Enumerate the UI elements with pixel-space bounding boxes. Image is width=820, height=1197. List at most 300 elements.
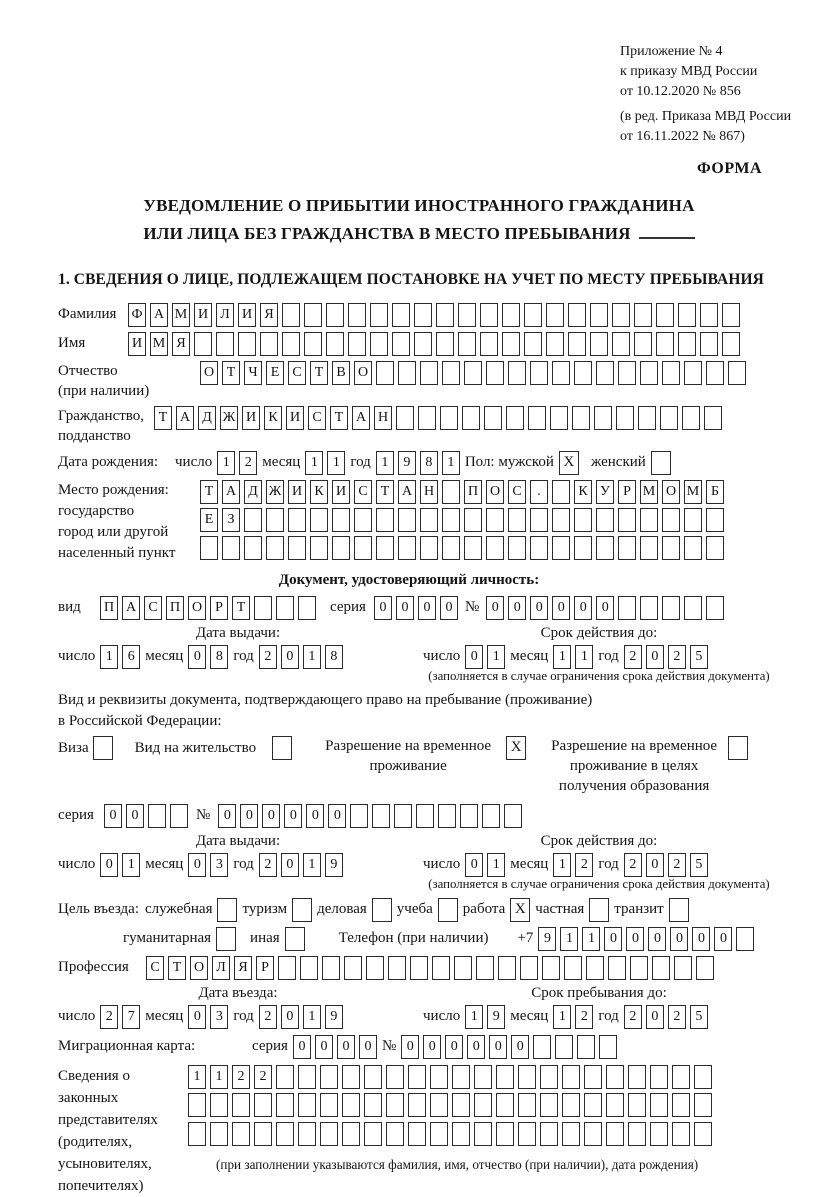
char-cell[interactable] [414,332,432,356]
char-cell[interactable]: Я [172,332,190,356]
char-cell[interactable]: Т [168,956,186,980]
char-cell[interactable] [612,332,630,356]
char-cell[interactable] [416,804,434,828]
char-cell[interactable] [474,1065,492,1089]
char-cell[interactable] [606,1093,624,1117]
char-cell[interactable] [482,804,500,828]
char-cell[interactable] [442,536,460,560]
char-cell[interactable]: 0 [218,804,236,828]
char-cell[interactable]: 8 [325,645,343,669]
char-cell[interactable]: 0 [418,596,436,620]
char-cell[interactable] [546,332,564,356]
char-cell[interactable]: 0 [440,596,458,620]
char-cell[interactable] [244,508,262,532]
char-cell[interactable]: 0 [262,804,280,828]
char-cell[interactable] [550,406,568,430]
char-cell[interactable] [170,804,188,828]
char-cell[interactable]: 0 [552,596,570,620]
char-cell[interactable]: А [122,596,140,620]
char-cell[interactable]: И [238,303,256,327]
char-cell[interactable]: 5 [690,645,708,669]
char-cell[interactable]: М [684,480,702,504]
char-cell[interactable]: 1 [442,451,460,475]
char-cell[interactable]: С [508,480,526,504]
char-cell[interactable]: 0 [100,853,118,877]
purpose-official-checkbox[interactable] [217,898,237,922]
char-cell[interactable] [484,406,502,430]
char-cell[interactable] [396,406,414,430]
char-cell[interactable]: Н [420,480,438,504]
char-cell[interactable] [650,1065,668,1089]
char-cell[interactable] [684,361,702,385]
char-cell[interactable]: И [194,303,212,327]
char-cell[interactable] [386,1122,404,1146]
char-cell[interactable]: 9 [398,451,416,475]
char-cell[interactable] [572,406,590,430]
char-cell[interactable]: 0 [648,927,666,951]
char-cell[interactable]: 0 [646,853,664,877]
char-cell[interactable]: 0 [574,596,592,620]
char-cell[interactable] [222,536,240,560]
char-cell[interactable]: 2 [232,1065,250,1089]
char-cell[interactable] [596,536,614,560]
char-cell[interactable]: 0 [530,596,548,620]
char-cell[interactable] [662,508,680,532]
char-cell[interactable] [542,956,560,980]
char-cell[interactable]: И [242,406,260,430]
char-cell[interactable] [618,508,636,532]
char-cell[interactable] [332,508,350,532]
char-cell[interactable] [364,1065,382,1089]
char-cell[interactable]: О [200,361,218,385]
char-cell[interactable]: 9 [538,927,556,951]
char-cell[interactable] [696,956,714,980]
char-cell[interactable] [420,361,438,385]
char-cell[interactable] [634,303,652,327]
char-cell[interactable]: 0 [281,645,299,669]
char-cell[interactable]: 1 [122,853,140,877]
char-cell[interactable] [640,508,658,532]
char-cell[interactable] [238,332,256,356]
char-cell[interactable] [678,332,696,356]
char-cell[interactable] [650,1122,668,1146]
char-cell[interactable]: 1 [575,645,593,669]
char-cell[interactable]: А [352,406,370,430]
char-cell[interactable] [210,1093,228,1117]
char-cell[interactable] [364,1093,382,1117]
char-cell[interactable]: М [150,332,168,356]
char-cell[interactable] [706,508,724,532]
char-cell[interactable]: А [398,480,416,504]
char-cell[interactable] [254,1122,272,1146]
char-cell[interactable] [552,508,570,532]
char-cell[interactable] [700,303,718,327]
char-cell[interactable] [606,1122,624,1146]
char-cell[interactable]: М [640,480,658,504]
char-cell[interactable]: П [464,480,482,504]
char-cell[interactable] [628,1122,646,1146]
char-cell[interactable] [420,536,438,560]
char-cell[interactable] [370,332,388,356]
char-cell[interactable] [342,1122,360,1146]
char-cell[interactable] [348,332,366,356]
char-cell[interactable]: 2 [624,645,642,669]
char-cell[interactable]: А [150,303,168,327]
char-cell[interactable]: 1 [553,1005,571,1029]
char-cell[interactable] [662,536,680,560]
char-cell[interactable]: 0 [293,1035,311,1059]
char-cell[interactable]: 1 [553,645,571,669]
char-cell[interactable] [188,1122,206,1146]
char-cell[interactable]: 1 [582,927,600,951]
char-cell[interactable] [684,596,702,620]
char-cell[interactable]: 0 [188,645,206,669]
char-cell[interactable] [562,1065,580,1089]
char-cell[interactable] [524,332,542,356]
char-cell[interactable]: 1 [465,1005,483,1029]
char-cell[interactable] [574,536,592,560]
char-cell[interactable] [364,1122,382,1146]
char-cell[interactable] [266,536,284,560]
char-cell[interactable] [540,1093,558,1117]
char-cell[interactable] [372,804,390,828]
char-cell[interactable] [568,332,586,356]
purpose-study-checkbox[interactable] [438,898,458,922]
char-cell[interactable] [562,1093,580,1117]
char-cell[interactable] [524,303,542,327]
char-cell[interactable] [568,303,586,327]
char-cell[interactable] [502,303,520,327]
char-cell[interactable] [288,508,306,532]
char-cell[interactable]: С [354,480,372,504]
purpose-business-checkbox[interactable] [372,898,392,922]
char-cell[interactable] [506,406,524,430]
char-cell[interactable]: 0 [714,927,732,951]
char-cell[interactable] [530,361,548,385]
char-cell[interactable] [320,1065,338,1089]
char-cell[interactable] [388,956,406,980]
char-cell[interactable] [254,1093,272,1117]
char-cell[interactable]: 1 [303,853,321,877]
char-cell[interactable] [276,1065,294,1089]
char-cell[interactable] [398,508,416,532]
char-cell[interactable]: 1 [327,451,345,475]
char-cell[interactable]: 0 [188,1005,206,1029]
char-cell[interactable] [584,1065,602,1089]
char-cell[interactable]: 2 [624,853,642,877]
char-cell[interactable] [410,956,428,980]
char-cell[interactable] [662,596,680,620]
char-cell[interactable] [496,1122,514,1146]
char-cell[interactable]: 0 [646,1005,664,1029]
char-cell[interactable]: 0 [281,853,299,877]
char-cell[interactable]: Д [198,406,216,430]
char-cell[interactable] [298,1065,316,1089]
char-cell[interactable] [452,1065,470,1089]
char-cell[interactable] [628,1065,646,1089]
char-cell[interactable] [320,1093,338,1117]
char-cell[interactable]: О [190,956,208,980]
visa-checkbox[interactable] [93,736,113,760]
char-cell[interactable]: С [308,406,326,430]
char-cell[interactable] [508,361,526,385]
purpose-transit-checkbox[interactable] [669,898,689,922]
char-cell[interactable] [282,303,300,327]
char-cell[interactable] [616,406,634,430]
sex-male-checkbox[interactable]: X [559,451,579,475]
char-cell[interactable]: О [662,480,680,504]
char-cell[interactable] [672,1122,690,1146]
char-cell[interactable] [326,303,344,327]
char-cell[interactable]: 0 [315,1035,333,1059]
char-cell[interactable]: 1 [210,1065,228,1089]
char-cell[interactable] [310,508,328,532]
char-cell[interactable] [634,332,652,356]
char-cell[interactable]: Е [266,361,284,385]
char-cell[interactable]: Ч [244,361,262,385]
char-cell[interactable] [638,406,656,430]
char-cell[interactable]: О [354,361,372,385]
char-cell[interactable]: Н [374,406,392,430]
char-cell[interactable]: 0 [511,1035,529,1059]
char-cell[interactable] [474,1093,492,1117]
char-cell[interactable]: 0 [508,596,526,620]
char-cell[interactable] [678,303,696,327]
char-cell[interactable]: 0 [374,596,392,620]
char-cell[interactable]: А [176,406,194,430]
char-cell[interactable] [442,480,460,504]
char-cell[interactable] [342,1065,360,1089]
char-cell[interactable]: . [530,480,548,504]
char-cell[interactable] [464,508,482,532]
char-cell[interactable]: Т [330,406,348,430]
char-cell[interactable]: 9 [487,1005,505,1029]
char-cell[interactable] [584,1122,602,1146]
char-cell[interactable] [656,332,674,356]
char-cell[interactable]: 0 [284,804,302,828]
char-cell[interactable]: 1 [100,645,118,669]
char-cell[interactable]: П [166,596,184,620]
char-cell[interactable]: 2 [259,1005,277,1029]
char-cell[interactable] [486,508,504,532]
char-cell[interactable] [376,361,394,385]
char-cell[interactable]: 5 [690,1005,708,1029]
char-cell[interactable] [266,508,284,532]
char-cell[interactable]: 2 [259,645,277,669]
char-cell[interactable] [594,406,612,430]
char-cell[interactable]: Я [234,956,252,980]
char-cell[interactable] [460,804,478,828]
sex-female-checkbox[interactable] [651,451,671,475]
char-cell[interactable] [694,1122,712,1146]
char-cell[interactable] [200,536,218,560]
char-cell[interactable] [232,1122,250,1146]
char-cell[interactable]: Е [200,508,218,532]
char-cell[interactable]: Ж [266,480,284,504]
char-cell[interactable] [276,596,294,620]
char-cell[interactable] [504,804,522,828]
char-cell[interactable] [148,804,166,828]
char-cell[interactable] [530,536,548,560]
purpose-private-checkbox[interactable] [589,898,609,922]
char-cell[interactable]: 0 [646,645,664,669]
char-cell[interactable] [704,406,722,430]
char-cell[interactable]: 3 [210,1005,228,1029]
char-cell[interactable] [628,1093,646,1117]
char-cell[interactable]: Д [244,480,262,504]
char-cell[interactable]: 1 [303,1005,321,1029]
char-cell[interactable] [438,804,456,828]
char-cell[interactable]: 2 [575,1005,593,1029]
char-cell[interactable] [278,956,296,980]
char-cell[interactable] [496,1065,514,1089]
char-cell[interactable]: 0 [445,1035,463,1059]
char-cell[interactable] [564,956,582,980]
char-cell[interactable] [188,1093,206,1117]
char-cell[interactable] [608,956,626,980]
char-cell[interactable]: Р [618,480,636,504]
char-cell[interactable]: 0 [281,1005,299,1029]
char-cell[interactable] [332,536,350,560]
char-cell[interactable] [394,804,412,828]
char-cell[interactable] [408,1093,426,1117]
char-cell[interactable] [452,1093,470,1117]
char-cell[interactable] [442,508,460,532]
char-cell[interactable] [370,303,388,327]
char-cell[interactable] [452,1122,470,1146]
char-cell[interactable]: 1 [553,853,571,877]
char-cell[interactable] [430,1065,448,1089]
purpose-work-checkbox[interactable]: X [510,898,530,922]
char-cell[interactable] [376,508,394,532]
char-cell[interactable] [700,332,718,356]
char-cell[interactable] [590,303,608,327]
char-cell[interactable] [298,1122,316,1146]
char-cell[interactable] [518,1093,536,1117]
char-cell[interactable] [366,956,384,980]
char-cell[interactable] [652,956,670,980]
char-cell[interactable] [640,596,658,620]
char-cell[interactable] [300,956,318,980]
char-cell[interactable]: 0 [626,927,644,951]
char-cell[interactable] [414,303,432,327]
char-cell[interactable]: О [486,480,504,504]
char-cell[interactable] [464,361,482,385]
char-cell[interactable] [350,804,368,828]
char-cell[interactable] [476,956,494,980]
char-cell[interactable]: Т [200,480,218,504]
char-cell[interactable]: С [144,596,162,620]
char-cell[interactable] [694,1065,712,1089]
residence-permit-checkbox[interactable] [272,736,292,760]
purpose-tourism-checkbox[interactable] [292,898,312,922]
char-cell[interactable] [310,536,328,560]
char-cell[interactable] [436,332,454,356]
char-cell[interactable]: 1 [560,927,578,951]
char-cell[interactable]: 2 [668,853,686,877]
char-cell[interactable]: 2 [624,1005,642,1029]
char-cell[interactable]: К [264,406,282,430]
char-cell[interactable] [528,406,546,430]
char-cell[interactable]: 2 [100,1005,118,1029]
char-cell[interactable] [684,536,702,560]
char-cell[interactable] [552,536,570,560]
char-cell[interactable]: 2 [254,1065,272,1089]
char-cell[interactable] [392,332,410,356]
char-cell[interactable]: Я [260,303,278,327]
char-cell[interactable] [612,303,630,327]
char-cell[interactable] [574,361,592,385]
char-cell[interactable] [436,303,454,327]
purpose-other-checkbox[interactable] [285,927,305,951]
char-cell[interactable]: 0 [328,804,346,828]
char-cell[interactable] [674,956,692,980]
char-cell[interactable] [398,536,416,560]
char-cell[interactable] [282,332,300,356]
char-cell[interactable] [508,508,526,532]
char-cell[interactable] [546,303,564,327]
char-cell[interactable] [454,956,472,980]
char-cell[interactable]: Т [232,596,250,620]
char-cell[interactable] [520,956,538,980]
char-cell[interactable]: У [596,480,614,504]
purpose-humanitarian-checkbox[interactable] [216,927,236,951]
char-cell[interactable]: Ф [128,303,146,327]
char-cell[interactable] [322,956,340,980]
char-cell[interactable]: 0 [489,1035,507,1059]
char-cell[interactable] [216,332,234,356]
char-cell[interactable] [430,1093,448,1117]
char-cell[interactable]: 2 [259,853,277,877]
char-cell[interactable] [298,1093,316,1117]
char-cell[interactable]: П [100,596,118,620]
char-cell[interactable]: А [222,480,240,504]
char-cell[interactable]: Б [706,480,724,504]
char-cell[interactable]: 1 [217,451,235,475]
char-cell[interactable]: С [288,361,306,385]
char-cell[interactable]: 0 [596,596,614,620]
char-cell[interactable] [320,1122,338,1146]
char-cell[interactable] [260,332,278,356]
char-cell[interactable]: 2 [668,645,686,669]
char-cell[interactable]: 1 [305,451,323,475]
char-cell[interactable] [288,536,306,560]
char-cell[interactable]: Л [216,303,234,327]
char-cell[interactable] [440,406,458,430]
char-cell[interactable] [276,1122,294,1146]
char-cell[interactable] [418,406,436,430]
char-cell[interactable] [458,332,476,356]
char-cell[interactable] [562,1122,580,1146]
char-cell[interactable]: И [332,480,350,504]
char-cell[interactable] [596,508,614,532]
char-cell[interactable] [672,1093,690,1117]
char-cell[interactable] [682,406,700,430]
char-cell[interactable]: З [222,508,240,532]
char-cell[interactable]: 0 [670,927,688,951]
char-cell[interactable] [244,536,262,560]
char-cell[interactable] [348,303,366,327]
char-cell[interactable]: 2 [239,451,257,475]
char-cell[interactable] [462,406,480,430]
char-cell[interactable] [392,303,410,327]
char-cell[interactable] [706,536,724,560]
char-cell[interactable] [386,1093,404,1117]
char-cell[interactable] [640,536,658,560]
char-cell[interactable]: Р [256,956,274,980]
char-cell[interactable] [430,1122,448,1146]
char-cell[interactable]: Т [222,361,240,385]
